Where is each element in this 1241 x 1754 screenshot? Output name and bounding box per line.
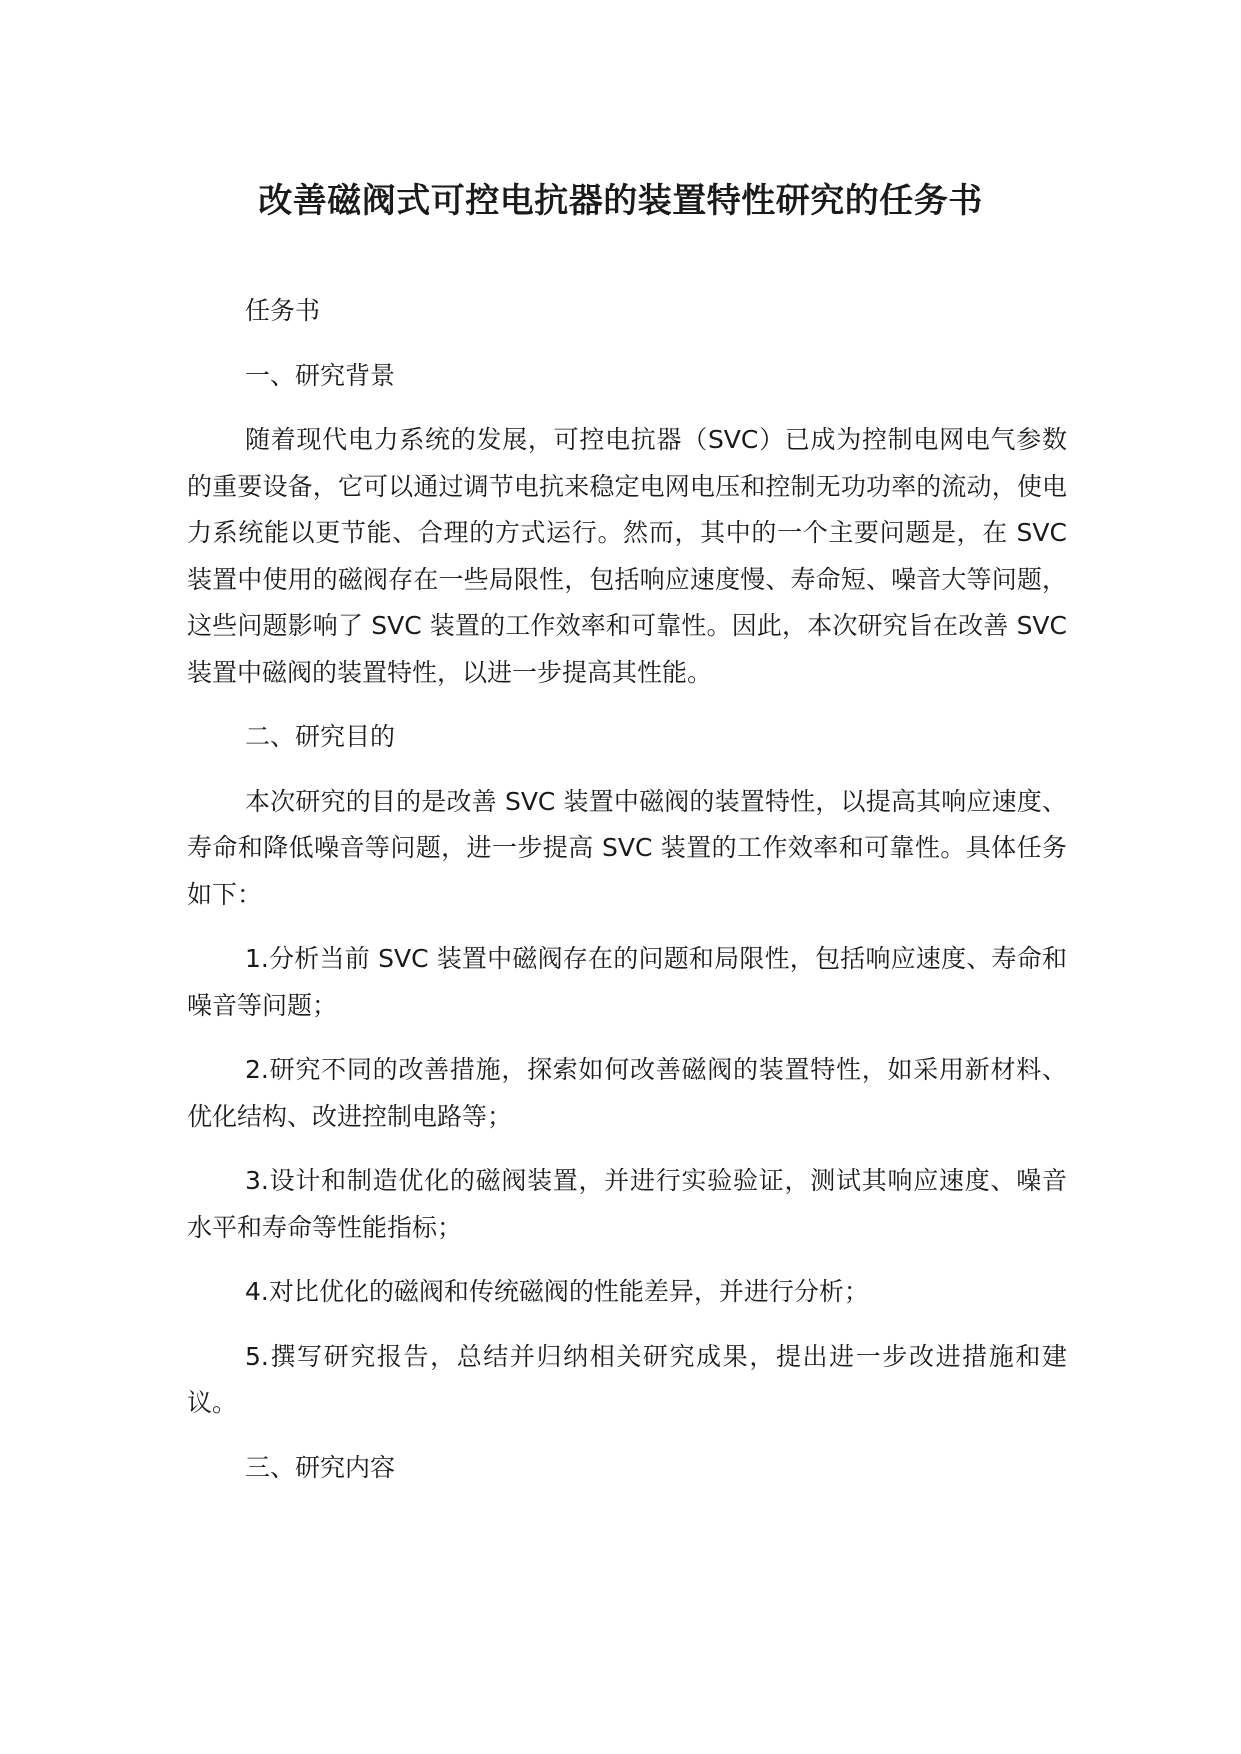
section-heading-purpose: 二、研究目的 xyxy=(245,722,396,751)
doc-label: 任务书 xyxy=(245,296,321,325)
document-title: 改善磁阀式可控电抗器的装置特性研究的任务书 xyxy=(258,181,983,221)
task-item: 3.设计和制造优化的磁阀装置，并进行实验验证，测试其响应速度、噪音水平和寿命等性能指标； xyxy=(187,1166,1067,1242)
background-paragraph: 随着现代电力系统的发展，可控电抗器（SVC）已成为控制电网电气参数的重要设备，它可以通过调节电抗来稳定电网电压和控制无功功率的流动，使电力系统能以更节能、合理的方式运行。然而，其中的一个主要问题是，在 SVC 装置中使用的磁阀存在一些局限性，包括响应速度慢、寿命短、噪音大等问题，这些问题影响了 SVC 装置的工作效率和可靠性。因此，本次研究旨在改善 SVC 装置中磁阀的装置特性，以进一步提高其性能。 xyxy=(187,425,1067,687)
task-item: 1.分析当前 SVC 装置中磁阀存在的问题和局限性，包括响应速度、寿命和噪音等问题； xyxy=(187,944,1067,1020)
task-item: 4.对比优化的磁阀和传统磁阀的性能差异，并进行分析； xyxy=(245,1277,869,1306)
purpose-paragraph: 本次研究的目的是改善 SVC 装置中磁阀的装置特性，以提高其响应速度、寿命和降低噪音等问题，进一步提高 SVC 装置的工作效率和可靠性。具体任务如下： xyxy=(187,786,1067,909)
task-item: 5.撰写研究报告，总结并归纳相关研究成果，提出进一步改进措施和建议。 xyxy=(187,1341,1067,1417)
section-heading-background: 一、研究背景 xyxy=(245,360,396,390)
section-heading-content: 三、研究内容 xyxy=(245,1452,396,1482)
task-item: 2.研究不同的改善措施，探索如何改善磁阀的装置特性，如采用新材料、优化结构、改进控制电路等； xyxy=(187,1055,1067,1131)
document-body xyxy=(187,288,1067,1491)
